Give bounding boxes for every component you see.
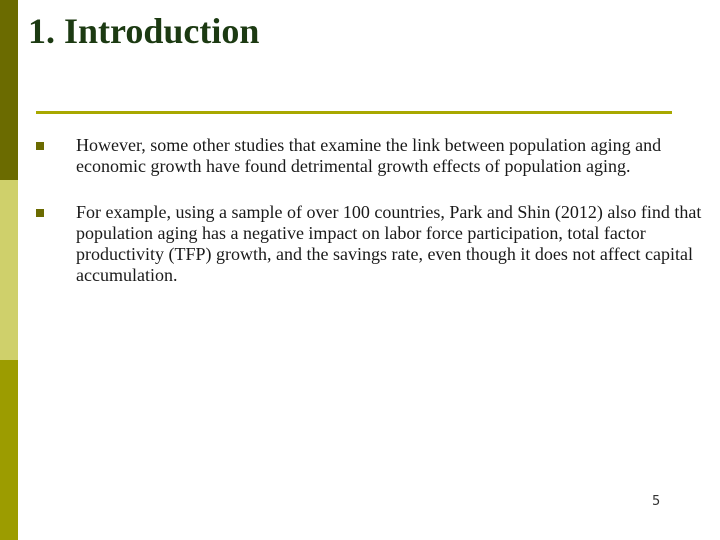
square-bullet-icon: [36, 209, 44, 217]
side-bar-bottom: [0, 360, 18, 540]
title-underline: [36, 111, 672, 114]
slide-title: 1. Introduction: [28, 11, 260, 51]
bullet-text: However, some other studies that examine the link between population aging and economic growth have found detrimental growth effects of population aging.: [76, 135, 662, 176]
square-bullet-icon: [36, 142, 44, 150]
page-number: 5: [652, 494, 661, 509]
side-bar-middle: [0, 180, 18, 360]
bullet-item: [36, 135, 702, 177]
side-bar-top: [0, 0, 18, 180]
bullet-text: For example, using a sample of over 100 countries, Park and Shin (2012) also find that population aging has a negative impact on labor force participation, total factor productivity (TFP) growth, and the savings rate, even though it does not affect capital accumulation.: [76, 202, 702, 285]
bullet-item: [36, 202, 702, 286]
bullet-list: [36, 135, 702, 311]
